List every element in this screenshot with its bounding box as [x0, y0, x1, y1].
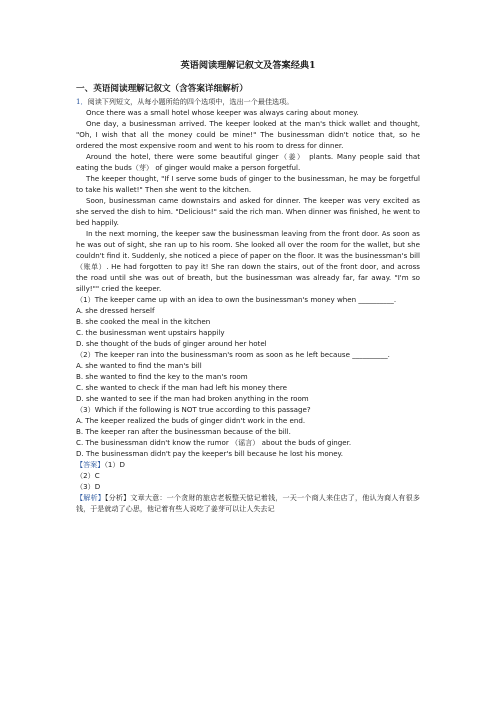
answer-1: （1）D	[104, 460, 125, 469]
passage-paragraph-3: Around the hotel, there were some beautiful ginger（姜） plants. Many people said that eating the buds（芽） of ginger would make a person forgetful.	[76, 152, 420, 172]
answer-line	[76, 459, 420, 470]
question-2-option-c: C. she wanted to check if the man had left his money there	[76, 383, 287, 392]
question-3-option-b: B. The keeper ran after the businessman because of the bill.	[76, 427, 291, 436]
question-1-option-c: C. the businessman went upstairs happily	[76, 328, 225, 337]
answer-3: （3）D	[76, 482, 101, 491]
analysis-paragraph	[76, 492, 420, 514]
analysis-sub-tag: 【分析】	[104, 493, 131, 502]
answer-tag: 【答案】	[76, 460, 105, 469]
section-heading: 一、英语阅读理解记叙文（含答案详细解析）	[76, 84, 248, 94]
question-1-option-b: B. she cooked the meal in the kitchen	[76, 317, 211, 326]
question-3-option-d: D. The businessman didn't pay the keeper's bill because he lost his money.	[76, 449, 343, 458]
question-2-option-b: B. she wanted to find the key to the man's room	[76, 372, 248, 381]
question-2-option-d: D. she wanted to see if the man had broken anything in the room	[76, 394, 309, 403]
question-3-option-a: A. The keeper realized the buds of ginger didn't work in the end.	[76, 416, 306, 425]
instruction-text: 阅读下列短文，从每小题所给的四个选项中，选出一个最佳选项。	[87, 97, 294, 106]
question-1-option-d: D. she thought of the buds of ginger around her hotel	[76, 339, 267, 348]
answer-2: （2）C	[76, 471, 100, 480]
document-content	[76, 83, 420, 514]
question-2-option-a: A. she wanted to find the man's bill	[76, 361, 202, 370]
passage-paragraph-6: In the next morning, the keeper saw the businessman leaving from the front door. As soon as he was out of sight, she ran up to his room. She looked all over the room for the wallet, but she couldn't find it. Suddenly, she noticed a piece of paper on the floor. It was the businessman's bill（账单）. He had forgotten to pay it! She ran down the stairs, out of the front door, and across the road until she was out of breath, but the businessman was already far, far away. "I'm so silly!"" cried the keeper.	[76, 229, 420, 293]
passage-paragraph-1: Once there was a small hotel whose keeper was always caring about money.	[86, 108, 359, 117]
question-2-stem: （2）The keeper ran into the businessman's room as soon as he left because __________.	[76, 350, 390, 359]
question-1-option-a: A. she dressed herself	[76, 306, 155, 315]
passage-paragraph-5: Soon, businessman came downstairs and asked for dinner. The keeper was very excited as she served the dish to him. "Delicious!" said the rich man. When dinner was finished, he went to bed happily.	[76, 196, 420, 227]
question-1-stem: （1）The keeper came up with an idea to own the businessman's money when __________.	[76, 295, 397, 304]
passage-paragraph-4: The keeper thought, "If I serve some buds of ginger to the businessman, he may be forgetful to take his wallet!" Then she went to the kitchen.	[76, 174, 420, 194]
question-instruction	[76, 96, 420, 107]
question-3-option-c: C. The businessman didn't know the rumor （谣言） about the buds of ginger.	[76, 438, 352, 447]
analysis-text: 文章大意：一个贪财的旅店老板整天惦记着钱，一天一个商人来住店了，他认为商人有很多钱，于是就动了心思，他记着有些人说吃了姜芽可以让人失去记	[76, 493, 421, 513]
question-3-stem: （3）Which if the following is NOT true according to this passage?	[76, 405, 311, 414]
question-number: 1．	[76, 97, 88, 106]
document-title: 英语阅读理解记叙文及答案经典1	[180, 60, 316, 71]
analysis-tag: 【解析】	[76, 493, 105, 502]
passage-paragraph-2: One day, a businessman arrived. The keeper looked at the man's thick wallet and thought, "Oh, I wish that all the money could be mine!" The businessman didn't notice that, so he ordered the most expensive room and went to his room to dress for dinner.	[76, 119, 420, 150]
